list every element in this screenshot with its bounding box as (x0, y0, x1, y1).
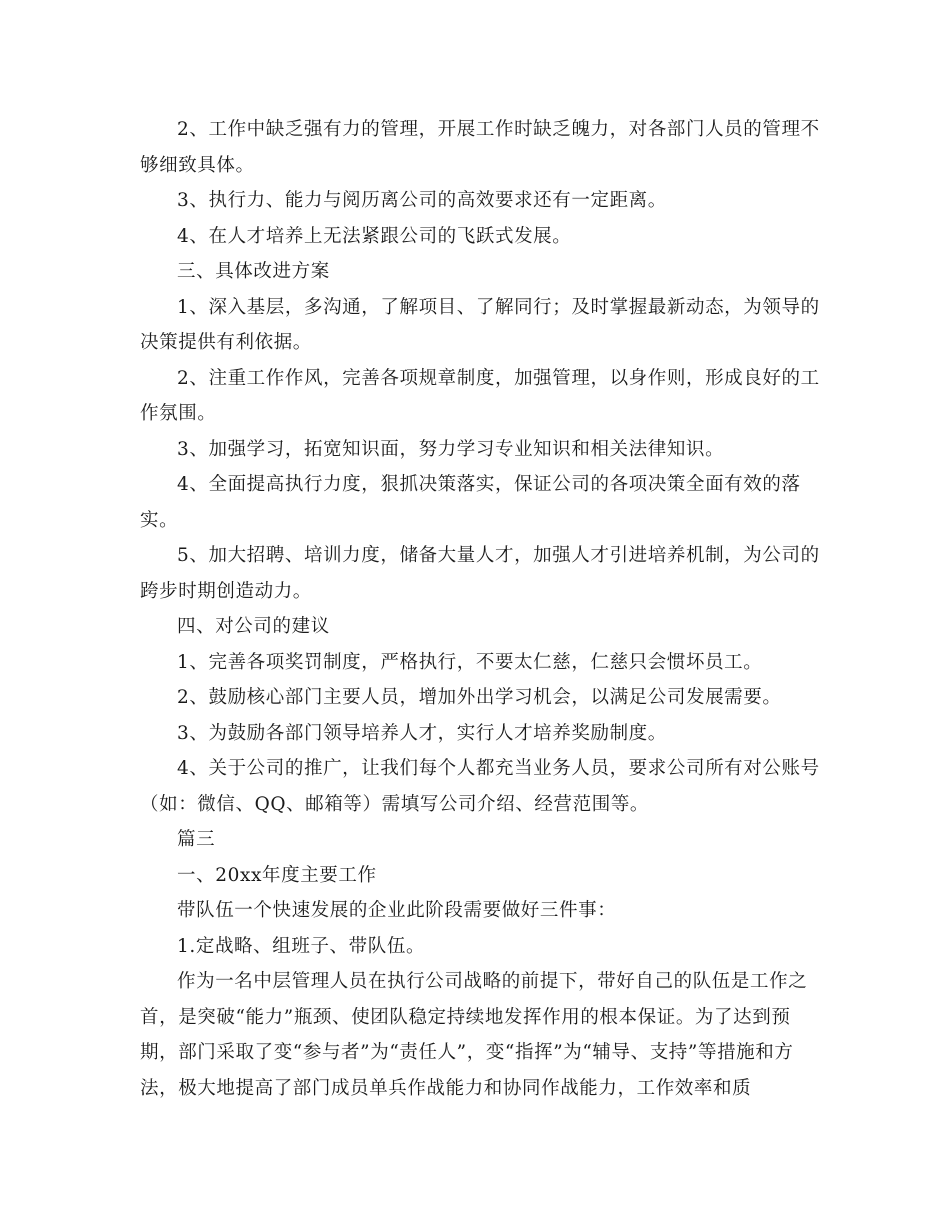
paragraph: 3、执行力、能力与阅历离公司的高效要求还有一定距离。 (177, 190, 667, 211)
paragraph: 1.定战略、组班子、带队伍。 (177, 935, 426, 957)
paragraph: 作为一名中层管理人员在执行公司战略的前提下，带好自己的队伍是工作之首，是突破“能力”瓶颈、使团队稳定持续地发挥作用的根本保证。为了达到预期，部门采取了变“参与者”为“责任人”，变“指挥”为“辅导、支持”等措施和方法，极大地提高了部门成员单兵作战能力和协同作战能力，工作效率和质 (140, 971, 808, 1099)
paragraph: 5、加大招聘、培训力度，储备大量人才，加强人才引进培养机制，为公司的跨步时期创造动力。 (140, 545, 820, 602)
paragraph: 3、加强学习，拓宽知识面，努力学习专业知识和相关法律知识。 (177, 438, 725, 460)
section-heading: 一、20xx年度主要工作 (177, 864, 377, 886)
paragraph: 1、完善各项奖罚制度，严格执行，不要太仁慈，仁慈只会惯坏员工。 (177, 651, 763, 673)
paragraph: 2、鼓励核心部门主要人员，增加外出学习机会，以满足公司发展需要。 (177, 687, 782, 708)
paragraph: 带队伍一个快速发展的企业此阶段需要做好三件事： (177, 900, 617, 921)
paragraph: 1、深入基层，多沟通，了解项目、了解同行；及时掌握最新动态，为领导的决策提供有利依据。 (140, 296, 820, 353)
document-body (140, 112, 820, 1106)
chapter-heading: 篇三 (177, 829, 216, 850)
section-heading: 四、对公司的建议 (177, 616, 330, 637)
section-heading: 三、具体改进方案 (177, 261, 330, 282)
paragraph: 4、全面提高执行力度，狠抓决策落实，保证公司的各项决策全面有效的落实。 (140, 474, 801, 531)
paragraph: 2、工作中缺乏强有力的管理，开展工作时缺乏魄力，对各部门人员的管理不够细致具体。 (140, 119, 820, 176)
paragraph: 3、为鼓励各部门领导培养人才，实行人才培养奖励制度。 (177, 722, 667, 744)
paragraph: 2、注重工作作风，完善各项规章制度，加强管理，以身作则，形成良好的工作氛围。 (140, 367, 820, 424)
paragraph: 4、在人才培养上无法紧跟公司的飞跃式发展。 (177, 225, 572, 247)
paragraph: 4、关于公司的推广，让我们每个人都充当业务人员，要求公司所有对公账号（如：微信、QQ、邮箱等）需填写公司介绍、经营范围等。 (140, 758, 820, 815)
